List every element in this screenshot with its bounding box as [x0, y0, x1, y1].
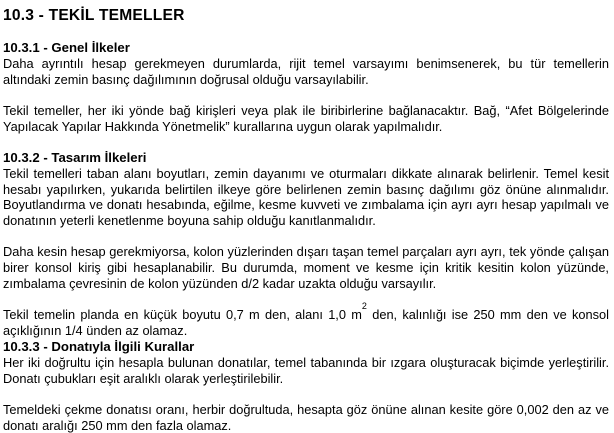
- section-heading-10-3-3: 10.3.3 - Donatıyla İlgili Kurallar: [3, 338, 195, 354]
- paragraph-general-principles-2: Tekil temeller, her iki yönde bağ kirişleri veya plak ile biribirlerine bağlanacaktır. Bağ, “Afet Bölgelerinde Yapılacak Yapılar Hakkında Yönetmelik” kurallarına uygun olarak yapılmalıdır.: [3, 102, 609, 134]
- min-dimensions-text-after-superscript: den, kalınlığı ise 250 mm den ve konsol açıklığının 1/4 ünden az olamaz.: [3, 307, 610, 339]
- paragraph-general-principles-1: Daha ayrıntılı hesap gerekmeyen durumlarda, rijit temel varsayımı benimsenerek, bu tür temellerin altındaki zemin basınç dağılımının doğrusal olduğu varsayılabilir.: [3, 55, 609, 87]
- section-heading-10-3-2: 10.3.2 - Tasarım İlkeleri: [3, 149, 147, 165]
- paragraph-minimum-dimensions: [3, 301, 610, 339]
- paragraph-reinforcement-rules-2: Temeldeki çekme donatısı oranı, herbir doğrultuda, hesapta göz önüne alınan kesite göre 0,002 den az ve donatı aralığı 250 mm den fazla olamaz.: [3, 401, 609, 433]
- section-heading-10-3-1: 10.3.1 - Genel İlkeler: [3, 40, 130, 55]
- paragraph-reinforcement-rules-1: Her iki doğrultu için hesapla bulunan donatılar, temel tabanında bir ızgara oluşturacak biçimde yerleştirilir. Donatı çubukları eşit aralıklı olarak yerleştirilebilir.: [3, 354, 609, 386]
- paragraph-design-principles-1: Tekil temelleri taban alanı boyutları, zemin dayanımı ve oturmaları dikkate alınarak belirlenir. Temel kesit hesabı yapılırken, yukarıda belirtilen ilkeye göre belirlenen zemin basınç dağılımı göz önüne alınmalıdır. Boyutlandırma ve donatı hesabında, eğilme, kesme kuvveti ve zımbalama için ayrı ayrı hesap yapılmalı ve donatının yeterli kenetlenme boyuna sahip olduğu kanıtlanmalıdır.: [3, 165, 609, 229]
- paragraph-design-principles-2: Daha kesin hesap gerekmiyorsa, kolon yüzlerinden dışarı taşan temel parçaları ayrı ayrı, tek yönde çalışan birer konsol kiriş gibi hesaplanabilir. Bu durumda, moment ve kesme için kritik kesitin kolon yüzünde, zımbalama çevresinin de kolon yüzünden d/2 kadar uzakta olduğu varsayılır.: [3, 244, 609, 292]
- page-title: 10.3 - TEKİL TEMELLER: [3, 7, 185, 24]
- square-meter-superscript: 2: [361, 301, 367, 312]
- min-dimensions-text-before-superscript: Tekil temelin planda en küçük boyutu 0,7 m den, alanı 1,0 m: [3, 307, 362, 323]
